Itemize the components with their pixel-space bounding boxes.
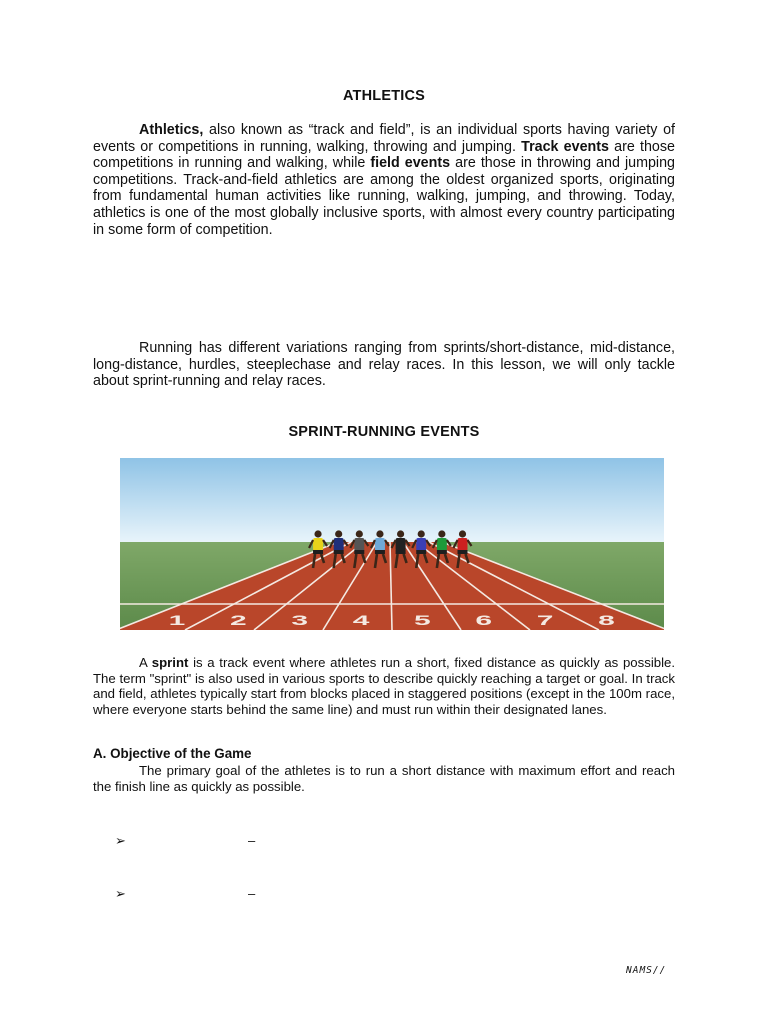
field-events-term: field events (370, 155, 451, 172)
bullet-dash: – (248, 833, 256, 848)
intro-paragraph (93, 122, 675, 238)
footer-mark: NAMS// (626, 965, 667, 976)
athletics-term: Athletics, (139, 122, 204, 138)
objective-paragraph: The primary goal of the athletes is to run a short distance with maximum effort and reach the finish line as quickly as possible. (93, 763, 675, 794)
lane-number: 8 (598, 612, 615, 628)
sprint-term: sprint (151, 655, 189, 670)
bullet-arrow-icon: ➢ (115, 833, 126, 848)
intro-text-3: are those in throwing and jumping competitions. Track-and-field athletics are among the oldest organized sports, originating from fundamental human activities like running, walking, jumping, and throwing. Today, athletics is one of the most globally inclusive sports, with almost every country participating in some form of competition. (93, 155, 676, 238)
sprint-text-2: is a track event where athletes run a short, fixed distance as quickly as possible. The term "sprint" is also used in various sports to describe quickly reaching a target or goal. In track and field, athletes typically start from blocks placed in staggered positions (except in the 100m race, where everyone starts behind the same line) and must run within their designated lanes. (93, 655, 676, 717)
lane-number: 1 (168, 612, 186, 628)
lane-number: 2 (229, 612, 247, 628)
lane-number: 7 (536, 612, 554, 628)
sprint-paragraph (93, 655, 675, 717)
sky (120, 458, 664, 544)
track-events-term: Track events (521, 138, 609, 155)
lane-number: 5 (414, 612, 431, 628)
bullet-arrow-icon: ➢ (115, 886, 126, 901)
track-illustration (120, 458, 664, 630)
track-runners-image (120, 458, 664, 630)
sprint-text-1: A (139, 655, 152, 670)
objective-heading: A. Objective of the Game (93, 746, 252, 761)
lane-number: 3 (291, 612, 309, 628)
bullet-dash: – (248, 886, 256, 901)
page-title: ATHLETICS (342, 88, 426, 104)
intro-text-2: are those competitions in running and walking, while (93, 138, 675, 172)
intro-text-1: also known as “track and field”, is an individual sports having variety of events or competitions in running, walking, throwing and jumping. (93, 122, 675, 155)
section-title: SPRINT-RUNNING EVENTS (288, 424, 480, 440)
lane-number: 4 (352, 612, 370, 628)
running-paragraph: Running has different variations ranging from sprints/short-distance, mid-distance, long-distance, hurdles, steeplechase and relay races. In this lesson, we will only tackle about sprint-running and relay races. (93, 340, 675, 390)
lane-number: 6 (475, 612, 493, 628)
